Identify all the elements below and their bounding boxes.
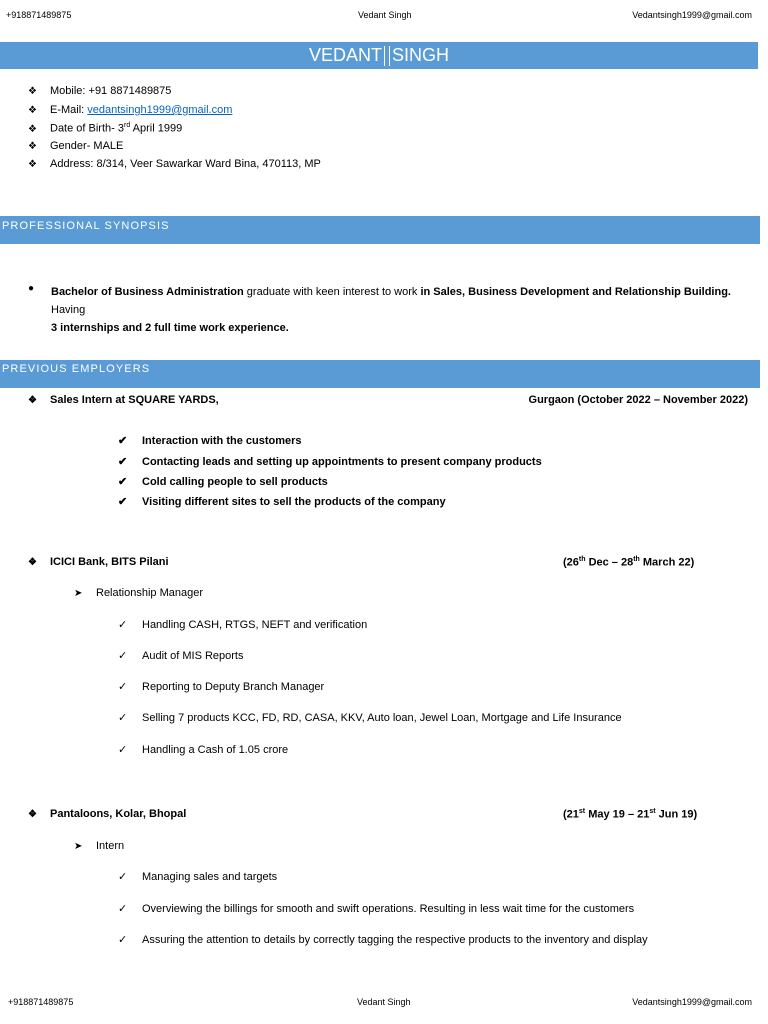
job-duty-item: ✓ Handling CASH, RTGS, NEFT and verification xyxy=(118,619,368,631)
check-icon: ✓ xyxy=(118,903,128,915)
diamond-bullet-icon: ❖ xyxy=(28,809,37,820)
diamond-bullet-icon: ❖ xyxy=(28,86,37,97)
job-duty-item: ✓ Handling a Cash of 1.05 crore xyxy=(118,744,289,756)
diamond-bullet-icon: ❖ xyxy=(28,557,37,568)
diamond-bullet-icon: ❖ xyxy=(28,395,37,406)
synopsis-text: Bachelor of Business Administration graduate with keen interest to work in Sales, Business Development and Relationship Building. Having 3 internships and 2 full time work experience. xyxy=(51,286,731,334)
footer-phone: +918871489875 xyxy=(8,997,74,1007)
name-banner xyxy=(0,42,758,69)
diamond-bullet-icon: ❖ xyxy=(28,141,37,152)
job-duty-item: ✔ Contacting leads and setting up appointments to present company products xyxy=(118,456,542,468)
check-icon: ✓ xyxy=(118,712,128,724)
job-title-icici: ❖ ICICI Bank, BITS Pilani xyxy=(28,556,169,568)
contact-address: ❖ Address: 8/314, Veer Sawarkar Ward Bina, 470113, MP xyxy=(28,158,321,170)
check-icon: ✔ xyxy=(118,496,128,508)
job-duty-item: ✓ Assuring the attention to details by correctly tagging the respective products to the inventory and display xyxy=(118,934,648,946)
job-role: ➤ Relationship Manager xyxy=(74,587,204,599)
check-icon: ✔ xyxy=(118,456,128,468)
check-icon: ✓ xyxy=(118,934,128,946)
contact-dob: ❖ Date of Birth- 3rd April 1999 xyxy=(28,122,183,135)
check-icon: ✓ xyxy=(118,744,128,756)
job-duty-item: ✔ Interaction with the customers xyxy=(118,435,302,447)
check-icon: ✓ xyxy=(118,619,128,631)
job-title-square-yards: ❖ Sales Intern at SQUARE YARDS, xyxy=(28,394,219,406)
job-duty-item: ✓ Overviewing the billings for smooth and swift operations. Resulting in less wait time for the customers xyxy=(118,903,635,915)
header-email: Vedantsingh1999@gmail.com xyxy=(632,10,752,20)
arrow-bullet-icon: ➤ xyxy=(74,841,83,852)
check-icon: ✓ xyxy=(118,871,128,883)
job-date: (26th Dec – 28th March 22) xyxy=(563,556,695,569)
job-duty-item: ✓ Selling 7 products KCC, FD, RD, CASA, KKV, Auto loan, Jewel Loan, Mortgage and Life Insurance xyxy=(118,712,622,724)
job-location-date: Gurgaon (October 2022 – November 2022) xyxy=(528,394,748,406)
first-name: VEDANT xyxy=(308,45,382,65)
job-duty-item: ✔ Cold calling people to sell products xyxy=(118,476,328,488)
job-duty-item: ✓ Managing sales and targets xyxy=(118,871,278,883)
job-date: (21st May 19 – 21st Jun 19) xyxy=(563,808,698,821)
arrow-bullet-icon: ➤ xyxy=(74,588,83,599)
job-title-pantaloons: ❖ Pantaloons, Kolar, Bhopal xyxy=(28,808,187,820)
contact-email: ❖ E-Mail: vedantsingh1999@gmail.com xyxy=(28,104,233,116)
diamond-bullet-icon: ❖ xyxy=(28,105,37,116)
section-header-synopsis: PROFESSIONAL SYNOPSIS xyxy=(0,216,760,244)
contact-gender: ❖ Gender- MALE xyxy=(28,140,124,152)
header-name: Vedant Singh xyxy=(358,10,412,20)
job-duty-item: ✔ Visiting different sites to sell the products of the company xyxy=(118,496,446,508)
header-phone: +918871489875 xyxy=(6,10,72,20)
job-role: ➤ Intern xyxy=(74,840,125,852)
job-duty-item: ✓ Audit of MIS Reports xyxy=(118,650,244,662)
footer-email: Vedantsingh1999@gmail.com xyxy=(632,997,752,1007)
diamond-bullet-icon: ❖ xyxy=(28,123,37,135)
contact-mobile: ❖ Mobile: +91 8871489875 xyxy=(28,85,172,97)
job-duty-item: ✓ Reporting to Deputy Branch Manager xyxy=(118,681,325,693)
section-header-employers: PREVIOUS EMPLOYERS xyxy=(0,360,760,388)
synopsis-bullet-icon: ● xyxy=(28,283,35,294)
name-separator xyxy=(384,46,390,66)
diamond-bullet-icon: ❖ xyxy=(28,159,37,170)
footer-name: Vedant Singh xyxy=(357,997,411,1007)
last-name: SINGH xyxy=(392,45,450,65)
check-icon: ✔ xyxy=(118,476,128,488)
check-icon: ✔ xyxy=(118,435,128,447)
email-link[interactable]: vedantsingh1999@gmail.com xyxy=(87,104,233,116)
check-icon: ✓ xyxy=(118,650,128,662)
check-icon: ✓ xyxy=(118,681,128,693)
